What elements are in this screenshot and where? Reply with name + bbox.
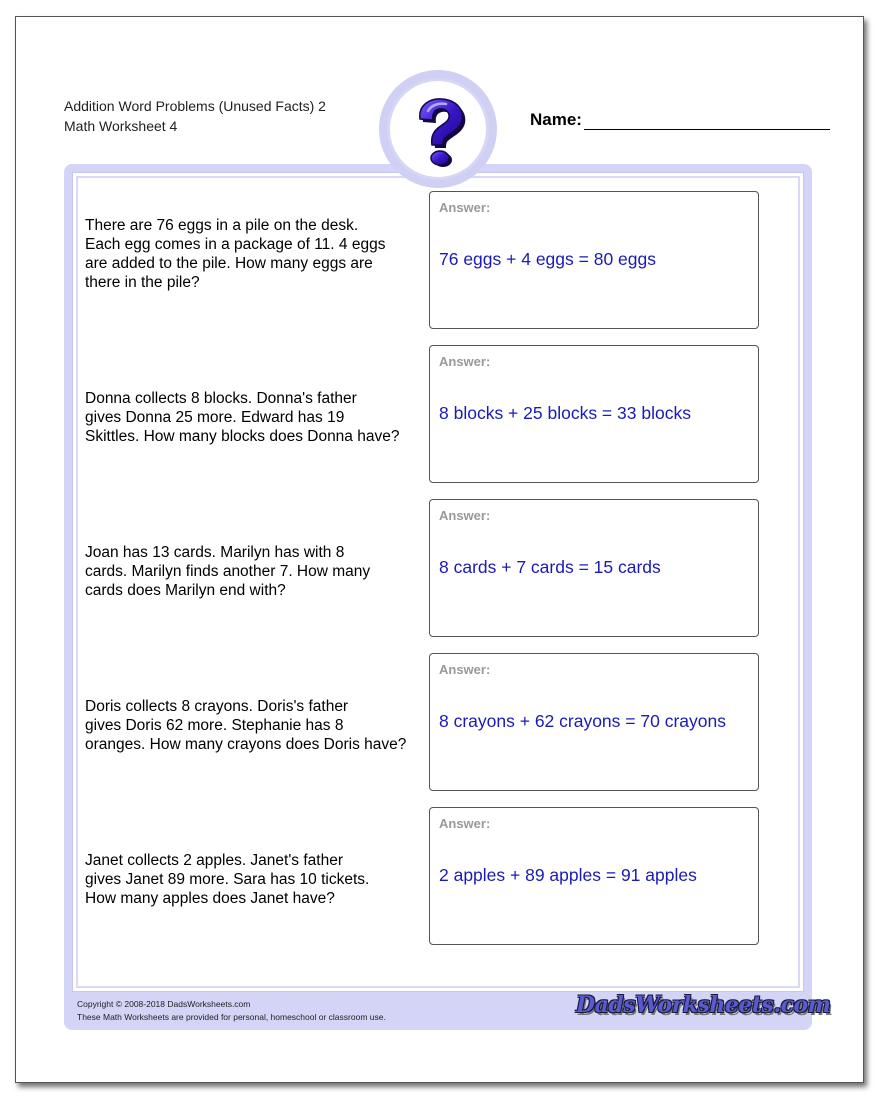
problem-5-text (85, 851, 420, 908)
problem-line: oranges. How many crayons does Doris have? (85, 736, 407, 753)
name-label: Name: (530, 110, 582, 129)
answer-label: Answer: (439, 200, 491, 215)
question-mark-icon (410, 95, 470, 167)
answer-text: 8 crayons + 62 crayons = 70 crayons (439, 711, 726, 731)
worksheet-subtitle: Math Worksheet 4 (64, 118, 178, 134)
problem-2-text (85, 389, 420, 446)
answer-label: Answer: (439, 508, 491, 523)
problem-line: Donna collects 8 blocks. Donna's father (85, 390, 357, 407)
answer-box-2[interactable] (429, 345, 759, 483)
answer-text: 8 blocks + 25 blocks = 33 blocks (439, 403, 691, 423)
problem-line: gives Doris 62 more. Stephanie has 8 (85, 717, 344, 734)
logo-badge (379, 70, 497, 188)
footer-copyright-block (77, 998, 386, 1024)
problem-line: cards does Marilyn end with? (85, 582, 286, 599)
brand-logo[interactable]: DadsWorksheets.com (576, 992, 831, 1018)
worksheet-title: Addition Word Problems (Unused Facts) 2 (64, 98, 326, 114)
answer-label: Answer: (439, 354, 491, 369)
problem-line: cards. Marilyn finds another 7. How many (85, 563, 371, 580)
problem-line: Janet collects 2 apples. Janet's father (85, 852, 343, 869)
problem-line: Skittles. How many blocks does Donna have? (85, 428, 400, 445)
problem-line: gives Janet 89 more. Sara has 10 tickets. (85, 871, 370, 888)
answer-box-1[interactable] (429, 191, 759, 329)
usage-notice: These Math Worksheets are provided for personal, homeschool or classroom use. (77, 1012, 386, 1022)
answer-text: 76 eggs + 4 eggs = 80 eggs (439, 249, 656, 269)
problem-line: Joan has 13 cards. Marilyn has with 8 (85, 544, 345, 561)
answer-box-4[interactable] (429, 653, 759, 791)
answer-text: 8 cards + 7 cards = 15 cards (439, 557, 661, 577)
problem-line: Each egg comes in a package of 11. 4 eggs (85, 236, 386, 253)
logo-badge-inner (387, 78, 489, 180)
problem-line: gives Donna 25 more. Edward has 19 (85, 409, 345, 426)
name-line[interactable] (584, 112, 830, 130)
problem-3-text (85, 543, 420, 600)
answer-box-5[interactable] (429, 807, 759, 945)
answer-label: Answer: (439, 662, 491, 677)
answer-label: Answer: (439, 816, 491, 831)
problem-line: are added to the pile. How many eggs are (85, 255, 373, 272)
title-block (64, 96, 326, 136)
name-field[interactable] (530, 110, 830, 130)
problem-line: How many apples does Janet have? (85, 890, 335, 907)
problem-1-text (85, 216, 420, 292)
answer-text: 2 apples + 89 apples = 91 apples (439, 865, 697, 885)
problem-line: There are 76 eggs in a pile on the desk. (85, 217, 359, 234)
answer-box-3[interactable] (429, 499, 759, 637)
problem-4-text (85, 697, 420, 754)
problem-line: there in the pile? (85, 274, 200, 291)
problem-line: Doris collects 8 crayons. Doris's father (85, 698, 349, 715)
copyright-text: Copyright © 2008-2018 DadsWorksheets.com (77, 999, 251, 1009)
